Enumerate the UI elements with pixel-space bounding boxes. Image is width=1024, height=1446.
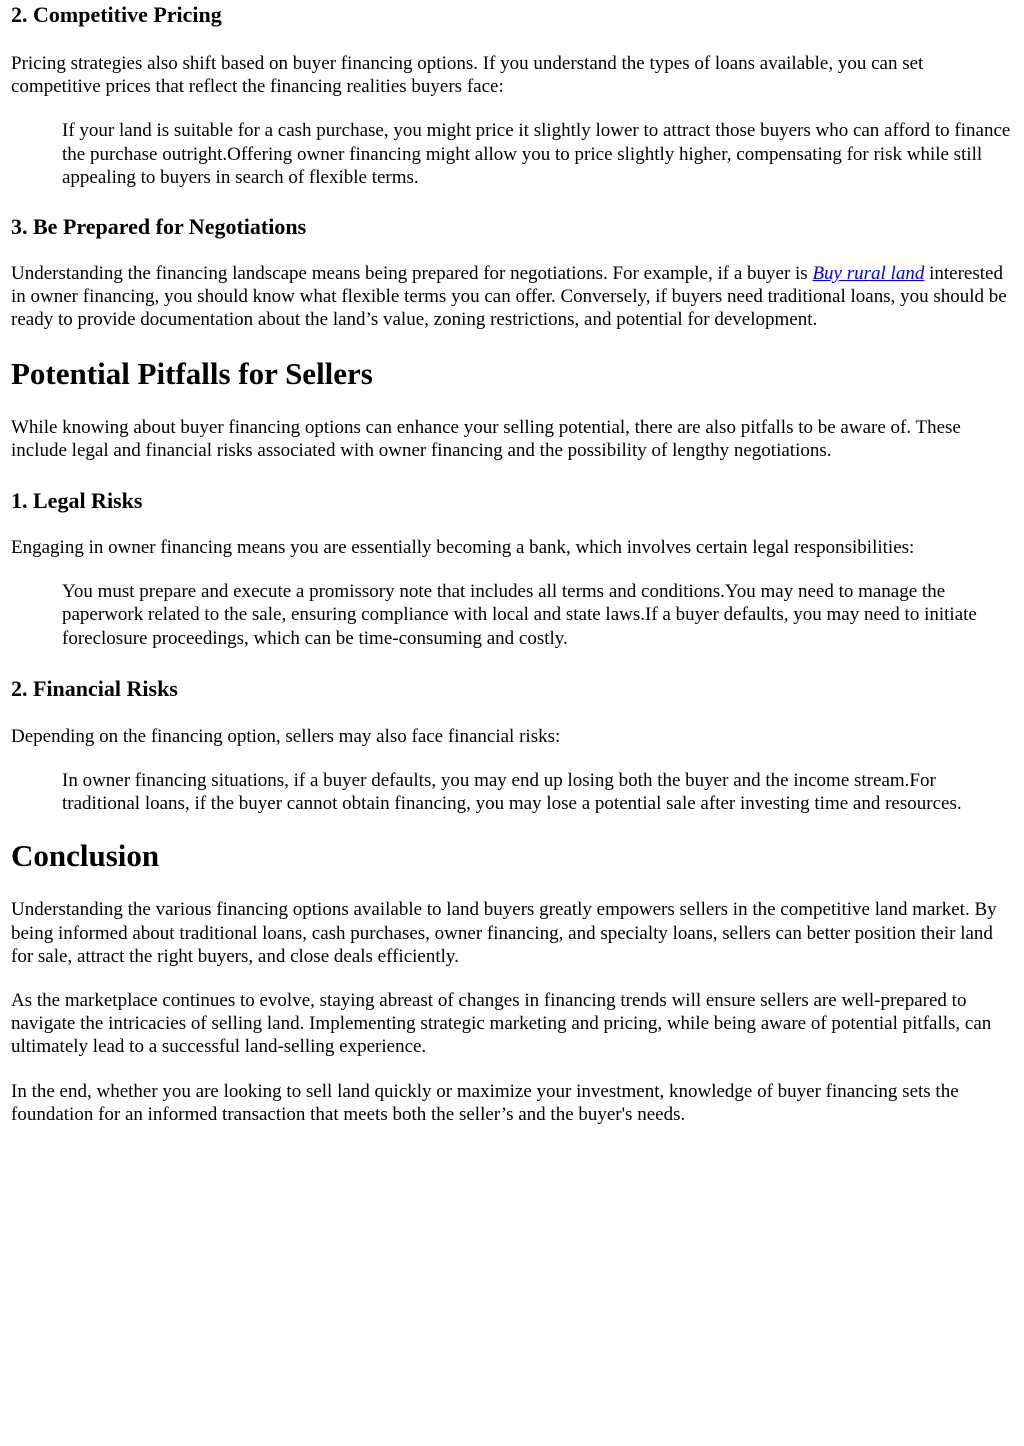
heading-potential-pitfalls: Potential Pitfalls for Sellers [11, 355, 373, 391]
heading-legal-risks: 1. Legal Risks [11, 488, 143, 514]
quote-competitive-pricing [62, 119, 1013, 189]
paragraph-negotiations [11, 262, 1013, 332]
paragraph-conclusion-2: As the marketplace continues to evolve, staying abreast of changes in financing trends will ensure sellers are well-prepared to navigate the intricacies of selling land. Implementing strategic marketing and pricing, while being aware of potential pitfalls, can ultimately lead to a successful land-selling experience. [11, 990, 992, 1058]
negotiations-text-after-link: interested in owner financing, you should know what flexible terms you can offer. Conversely, if buyers need traditional loans, you should be ready to provide documentation about the land’s value, zoning restrictions, and potential for development. [11, 263, 1007, 331]
quote-text-legal-risks: You must prepare and execute a promissory note that includes all terms and conditions.You may need to manage the paperwork related to the sale, ensuring compliance with local and state laws.If a buyer defaults, you may need to initiate foreclosure proceedings, which can be time-consuming and costly. [62, 581, 977, 649]
paragraph-competitive-pricing: Pricing strategies also shift based on buyer financing options. If you understand the types of loans available, you can set competitive prices that reflect the financing realities buyers face: [11, 53, 924, 98]
quote-text-financial-risks: In owner financing situations, if a buyer defaults, you may end up losing both the buyer and the income stream.For traditional loans, if the buyer cannot obtain financing, you may lose a potential sale after investing time and resources. [62, 770, 962, 815]
paragraph-conclusion-3: In the end, whether you are looking to sell land quickly or maximize your investment, knowledge of buyer financing sets the foundation for an informed transaction that meets both the seller’s and the buyer's needs. [11, 1080, 959, 1125]
heading-negotiations: 3. Be Prepared for Negotiations [11, 214, 307, 240]
quote-text-competitive-pricing: If your land is suitable for a cash purchase, you might price it slightly lower to attract those buyers who can afford to finance the purchase outright.Offering owner financing might allow you to price slightly higher, compensating for risk while still appealing to buyers in search of flexible terms. [62, 120, 1011, 188]
paragraph-financial-risks: Depending on the financing option, sellers may also face financial risks: [11, 725, 561, 747]
paragraph-conclusion-1: Understanding the various financing options available to land buyers greatly empowers sellers in the competitive land market. By being informed about traditional loans, cash purchases, owner financing, and specialty loans, sellers can better position their land for sale, attract the right buyers, and close deals efficiently. [11, 899, 997, 967]
quote-legal-risks [62, 580, 1013, 650]
buy-rural-land-link[interactable]: Buy rural land [812, 263, 925, 285]
heading-conclusion: Conclusion [11, 838, 160, 874]
quote-financial-risks [62, 769, 1013, 815]
heading-financial-risks: 2. Financial Risks [11, 675, 178, 701]
paragraph-pitfalls: While knowing about buyer financing options can enhance your selling potential, there are also pitfalls to be aware of. These include legal and financial risks associated with owner financing and the possibility of lengthy negotiations. [11, 416, 961, 461]
paragraph-legal-risks: Engaging in owner financing means you are essentially becoming a bank, which involves certain legal responsibilities: [11, 537, 915, 559]
negotiations-text-before-link: Understanding the financing landscape means being prepared for negotiations. For example, if a buyer is [11, 263, 813, 285]
heading-competitive-pricing: 2. Competitive Pricing [11, 2, 222, 27]
